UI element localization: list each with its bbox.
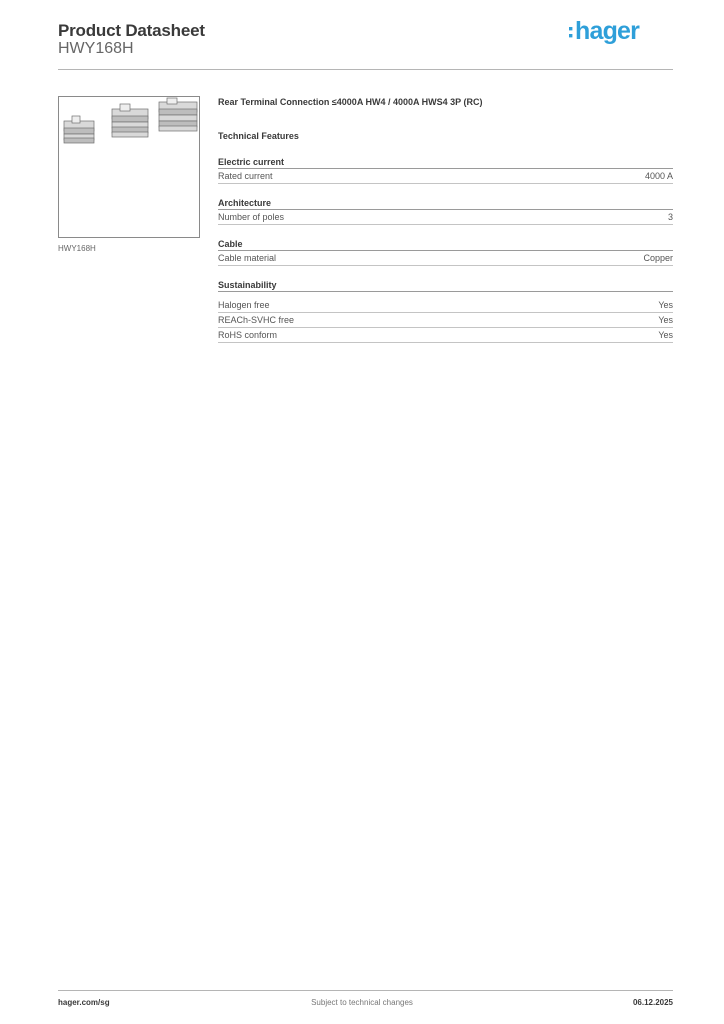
page-title: Product Datasheet: [58, 21, 205, 40]
section-heading: Sustainability: [218, 279, 673, 292]
spec-label: Cable material: [218, 253, 277, 263]
footer-divider: [58, 990, 673, 991]
spec-value: Yes: [658, 315, 673, 325]
product-image: [58, 96, 200, 238]
spec-label: Halogen free: [218, 300, 270, 310]
terminal-piece-1: [64, 116, 94, 143]
section-sustainability: [218, 279, 673, 343]
spec-row: [218, 313, 673, 328]
header-divider: [58, 69, 673, 70]
logo-wordmark: hager: [575, 17, 640, 45]
section-heading: Cable: [218, 238, 673, 251]
footer-date: 06.12.2025: [632, 998, 673, 1007]
product-code: HWY168H: [58, 40, 134, 57]
spec-label: Number of poles: [218, 212, 285, 222]
spec-value: 4000 A: [644, 171, 673, 181]
spec-label: REACh-SVHC free: [218, 315, 295, 325]
product-title: Rear Terminal Connection ≤4000A HW4 / 4000A HWS4 3P (RC): [218, 97, 483, 107]
logo-dot-bottom: [569, 34, 572, 37]
spec-value: Yes: [658, 300, 673, 310]
spec-row: [218, 328, 673, 343]
spec-row: [218, 169, 673, 184]
section-heading: Architecture: [218, 197, 673, 210]
technical-features-heading: Technical Features: [218, 131, 299, 141]
spec-value: Yes: [658, 330, 673, 340]
section-electric-current: [218, 156, 673, 184]
spec-row: [218, 298, 673, 313]
logo-dot-top: [569, 27, 572, 30]
section-heading: Electric current: [218, 156, 673, 169]
section-architecture: [218, 197, 673, 225]
spec-label: Rated current: [218, 171, 273, 181]
spec-row: [218, 251, 673, 266]
terminal-piece-3: [159, 98, 197, 131]
terminal-piece-2: [112, 104, 148, 137]
spec-value: 3: [667, 212, 673, 222]
footer-website-link[interactable]: hager.com/sg: [58, 998, 110, 1007]
footer-notice: Subject to technical changes: [311, 998, 413, 1007]
spec-value: Copper: [643, 253, 673, 263]
spec-content: [218, 96, 673, 343]
spec-label: RoHS conform: [218, 330, 278, 340]
spec-row: [218, 210, 673, 225]
hager-logo[interactable]: [568, 16, 658, 48]
image-caption: HWY168H: [58, 244, 96, 253]
section-cable: [218, 238, 673, 266]
